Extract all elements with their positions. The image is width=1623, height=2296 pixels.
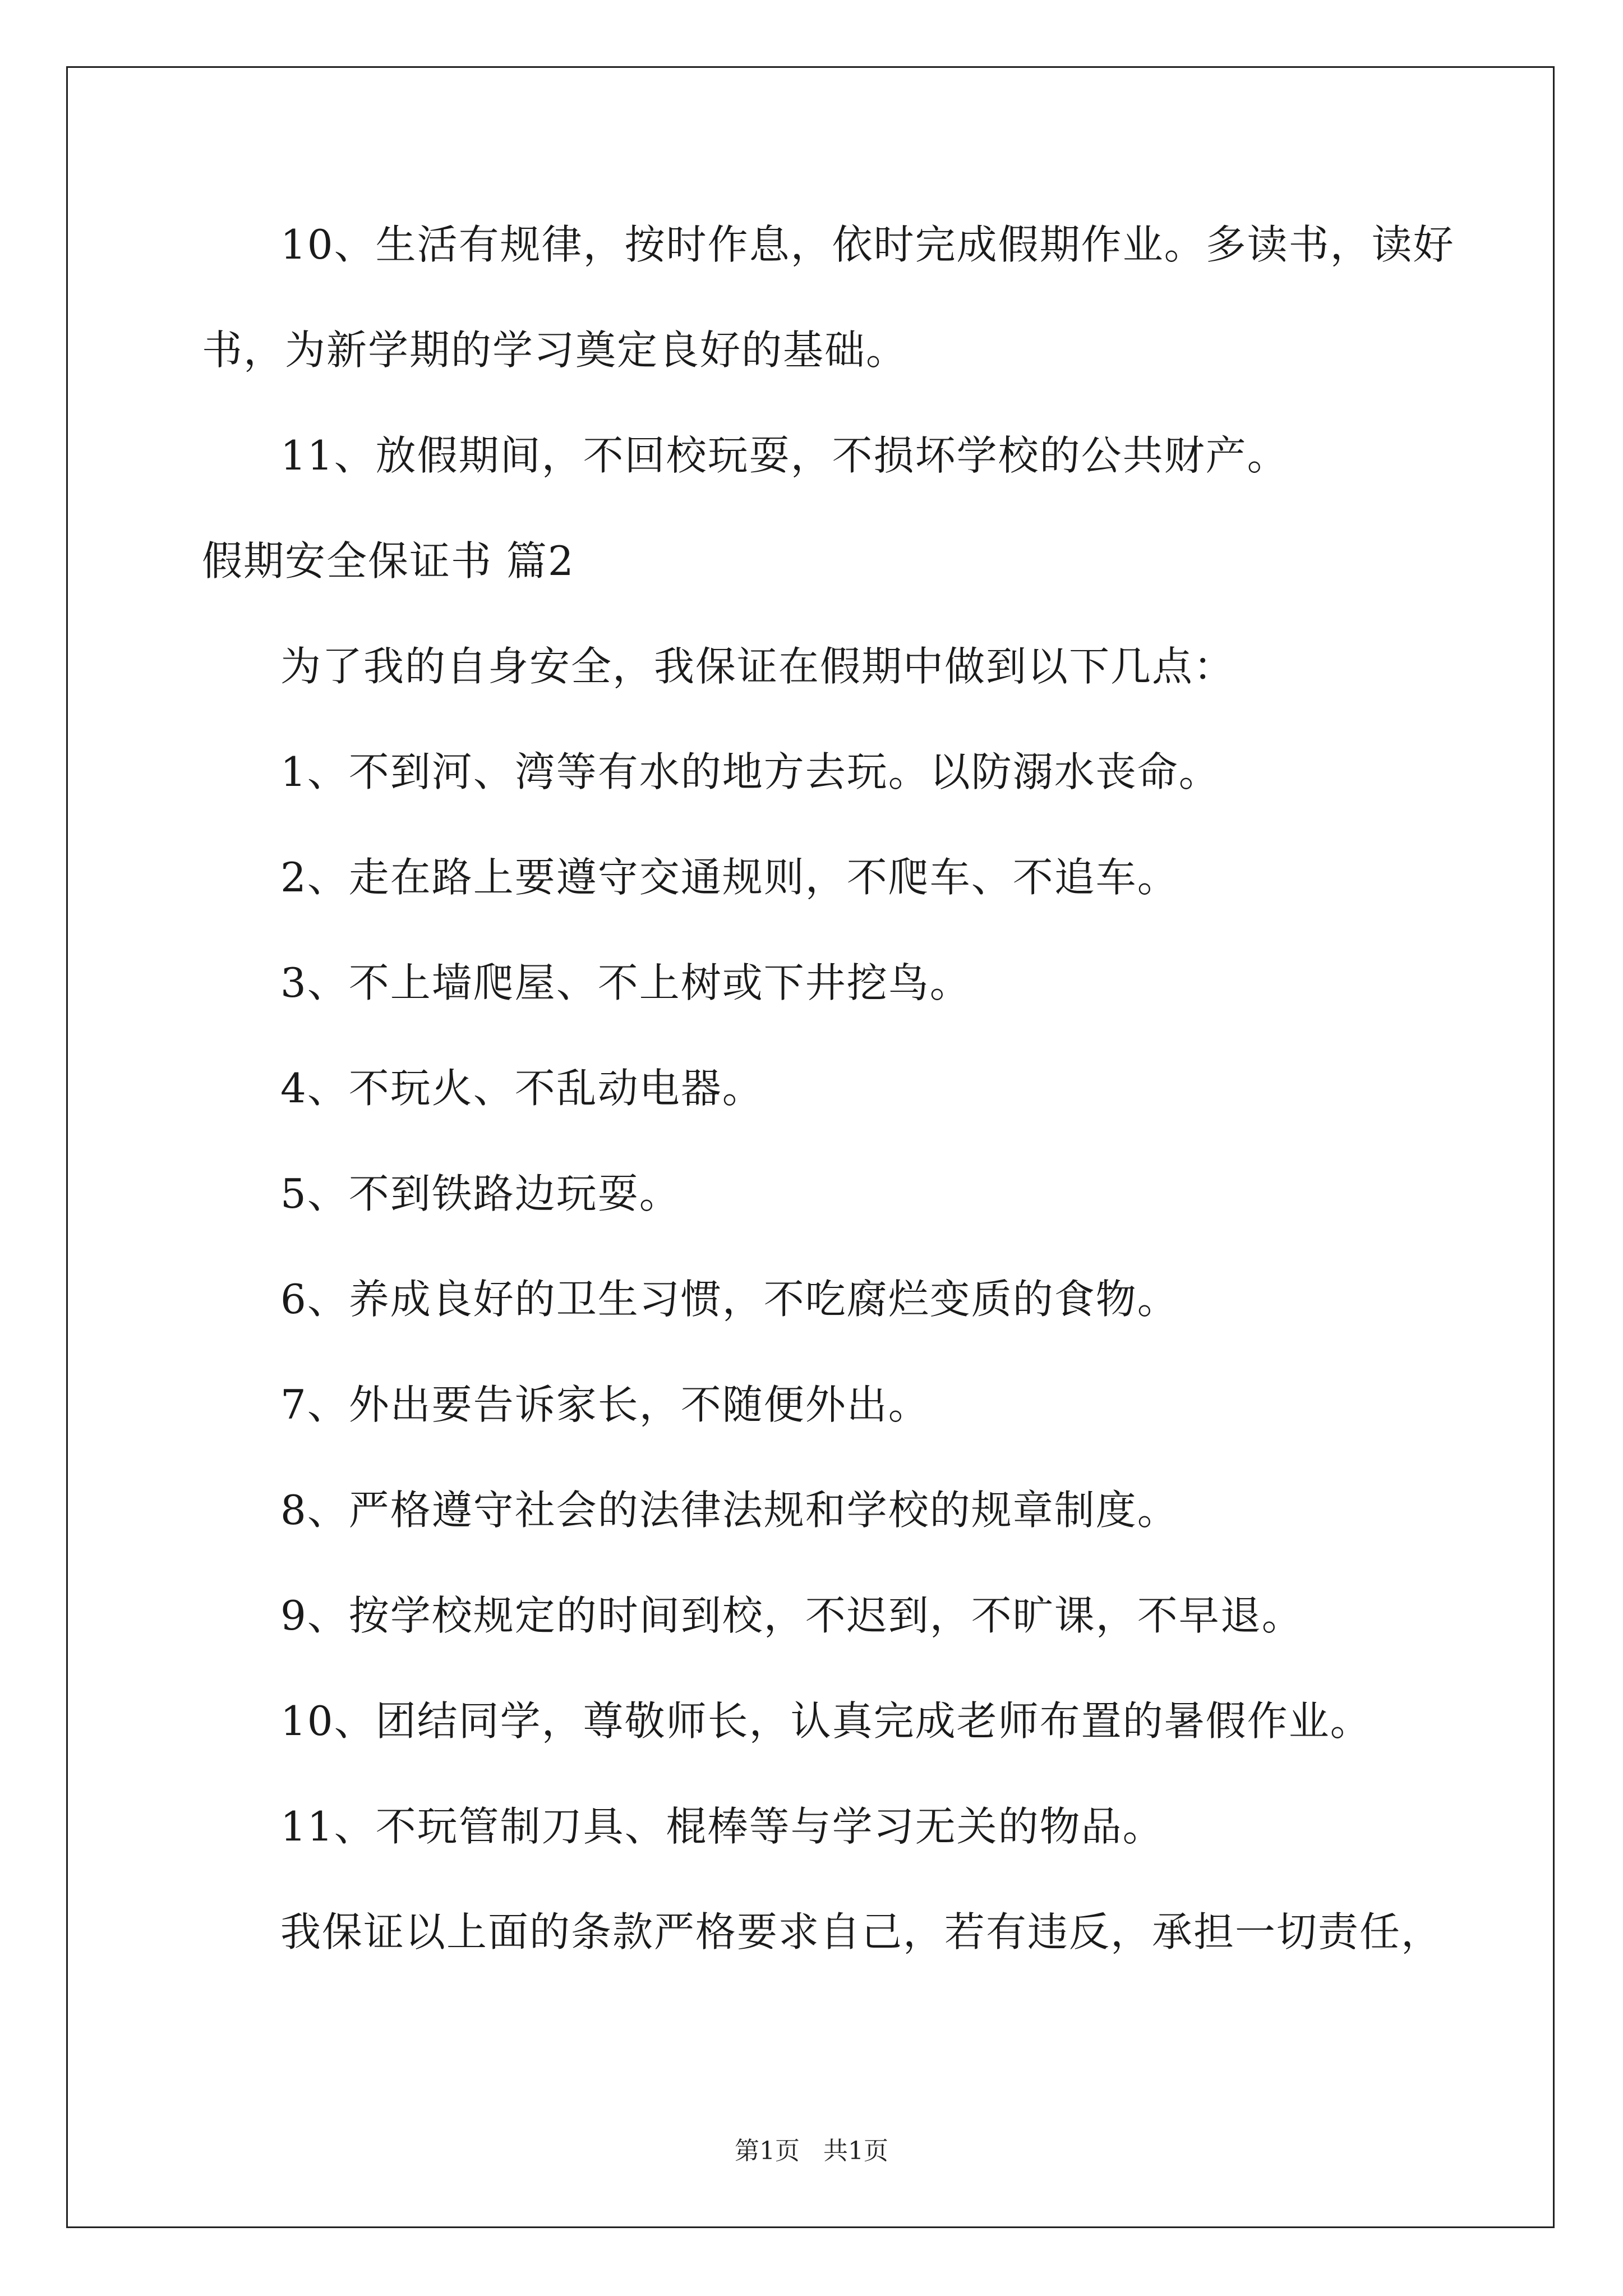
list-item: 3、不上墙爬屋、不上树或下井挖鸟。	[280, 959, 971, 1006]
list-item: 9、按学校规定的时间到校，不迟到，不旷课，不早退。	[280, 1592, 1303, 1639]
paragraph: 我保证以上面的条款严格要求自己，若有违反，承担一切责任，	[280, 1908, 1443, 1955]
list-item: 5、不到铁路边玩耍。	[280, 1170, 681, 1217]
list-item: 2、走在路上要遵守交通规则，不爬车、不追车。	[280, 854, 1179, 901]
list-item: 10、团结同学，尊敬师长，认真完成老师布置的暑假作业。	[280, 1697, 1372, 1745]
list-item: 8、严格遵守社会的法律法规和学校的规章制度。	[280, 1487, 1179, 1534]
paragraph: 10、生活有规律，按时作息，依时完成假期作业。多读书，读好	[280, 221, 1455, 268]
list-item: 7、外出要告诉家长，不随便外出。	[280, 1381, 930, 1428]
section-heading: 假期安全保证书 篇2	[202, 537, 575, 585]
page-frame	[66, 66, 1555, 2228]
paragraph: 为了我的自身安全，我保证在假期中做到以下几点：	[280, 643, 1235, 690]
paragraph: 11、放假期间，不回校玩耍，不损坏学校的公共财产。	[280, 432, 1289, 479]
paragraph: 书，为新学期的学习奠定良好的基础。	[202, 326, 908, 374]
page-footer: 第1页 共1页	[735, 2137, 888, 2165]
list-item: 1、不到河、湾等有水的地方去玩。以防溺水丧命。	[280, 748, 1220, 795]
list-item: 11、不玩管制刀具、棍棒等与学习无关的物品。	[280, 1803, 1164, 1850]
list-item: 4、不玩火、不乱动电器。	[280, 1065, 764, 1112]
list-item: 6、养成良好的卫生习惯，不吃腐烂变质的食物。	[280, 1276, 1179, 1323]
